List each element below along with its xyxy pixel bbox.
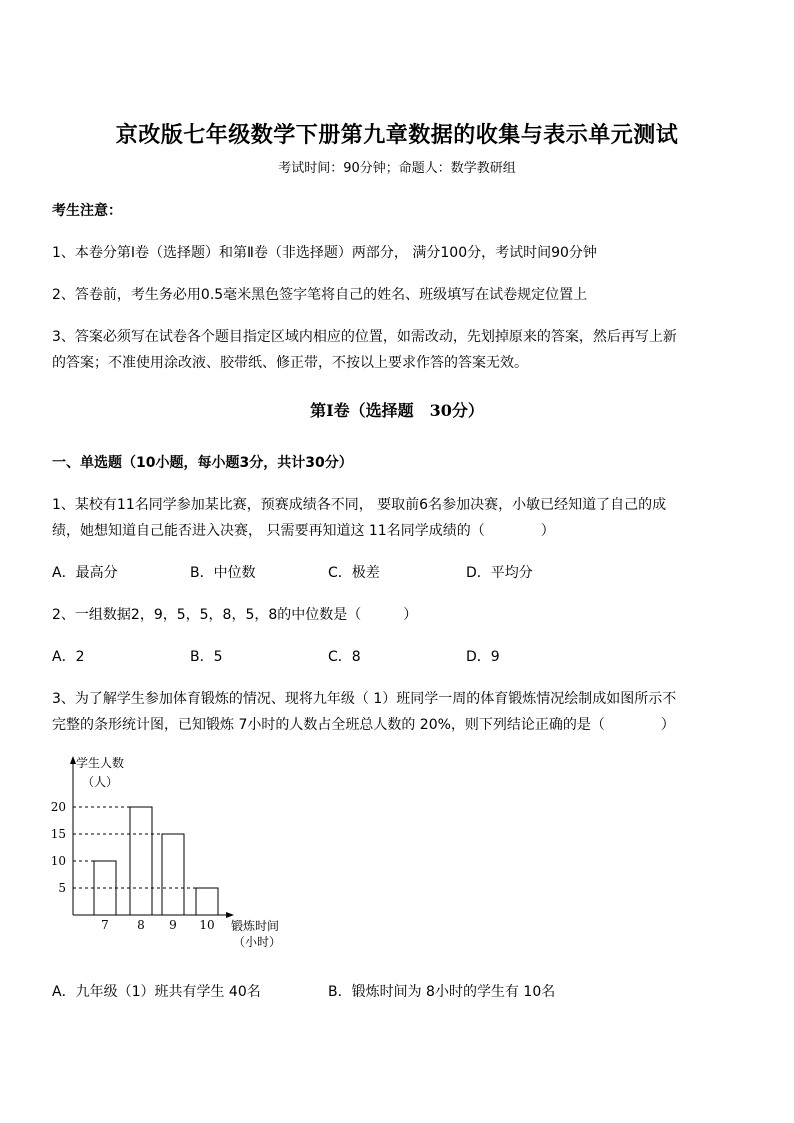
notice-item-3-cont: 的答案；不准使用涂改液、胶带纸、修正带，不按以上要求作答的答案无效。 xyxy=(52,355,528,371)
bar xyxy=(130,807,152,915)
question-1-line-1: 1、某校有11名同学参加某比赛，预赛成绩各不同， 要取前6名参加决赛，小敏已经知道了自己的成 xyxy=(52,497,667,513)
question-1-line-2: 绩，她想知道自己能否进入决赛， 只需要再知道这 11名同学成绩的（ ） xyxy=(52,523,555,539)
question-2-option-a[interactable]: A．2 xyxy=(52,649,85,665)
x-axis-unit: （小时） xyxy=(233,935,282,949)
question-2-option-b[interactable]: B．5 xyxy=(190,649,223,665)
notice-item-1: 1、本卷分第Ⅰ卷（选择题）和第Ⅱ卷（非选择题）两部分， 满分100分，考试时间90分钟 xyxy=(52,245,597,261)
bar xyxy=(162,834,184,915)
x-axis-arrow xyxy=(226,912,234,918)
notice-heading: 考生注意： xyxy=(52,203,122,219)
y-tick-label: 15 xyxy=(50,827,66,841)
bar xyxy=(196,888,218,915)
y-tick-label: 5 xyxy=(58,881,66,895)
y-tick-label: 10 xyxy=(50,854,66,868)
part1-heading: 第Ⅰ卷（选择题 30分） xyxy=(310,401,484,420)
x-tick-label: 7 xyxy=(101,918,109,932)
question-3-option-b[interactable]: B．锻炼时间为 8小时的学生有 10名 xyxy=(328,984,556,1000)
section-heading: 一、单选题（10小题，每小题3分，共计30分） xyxy=(52,455,353,471)
x-axis-label: 锻炼时间 xyxy=(231,919,280,933)
question-1-option-d[interactable]: D．平均分 xyxy=(466,565,533,581)
question-3-line-2: 完整的条形统计图，已知锻炼 7小时的人数占全班总人数的 20%，则下列结论正确的是（ ） xyxy=(52,717,675,733)
question-1-option-c[interactable]: C．极差 xyxy=(328,565,380,581)
notice-item-2: 2、答卷前，考生务必用0.5毫米黑色签字笔将自己的姓名、班级填写在试卷规定位置上 xyxy=(52,287,588,303)
question-1-option-b[interactable]: B．中位数 xyxy=(190,565,256,581)
question-2-option-d[interactable]: D．9 xyxy=(466,649,500,665)
question-3-line-1: 3、为了解学生参加体育锻炼的情况、现将九年级（ 1）班同学一周的体育锻炼情况绘制成如图所示不 xyxy=(52,691,677,707)
y-axis-unit: （人） xyxy=(82,775,119,789)
y-tick-label: 20 xyxy=(50,800,66,814)
x-tick-label: 8 xyxy=(137,918,145,932)
question-2-line-1: 2、一组数据2，9，5，5，8，5，8的中位数是（ ） xyxy=(52,607,418,623)
x-tick-label: 9 xyxy=(169,918,177,932)
x-tick-label: 10 xyxy=(199,918,215,932)
question-2-option-c[interactable]: C．8 xyxy=(328,649,361,665)
exam-subtitle: 考试时间：90分钟；命题人：数学教研组 xyxy=(278,161,516,176)
question-3-option-a[interactable]: A．九年级（1）班共有学生 40名 xyxy=(52,984,261,1000)
bar-chart xyxy=(40,750,320,955)
question-1-option-a[interactable]: A．最高分 xyxy=(52,565,118,581)
y-axis-label: 学生人数 xyxy=(76,756,125,770)
notice-item-3: 3、答案必须写在试卷各个题目指定区域内相应的位置，如需改动，先划掉原来的答案，然后再写上新 xyxy=(52,329,677,345)
exam-title: 京改版七年级数学下册第九章数据的收集与表示单元测试 xyxy=(115,122,679,148)
